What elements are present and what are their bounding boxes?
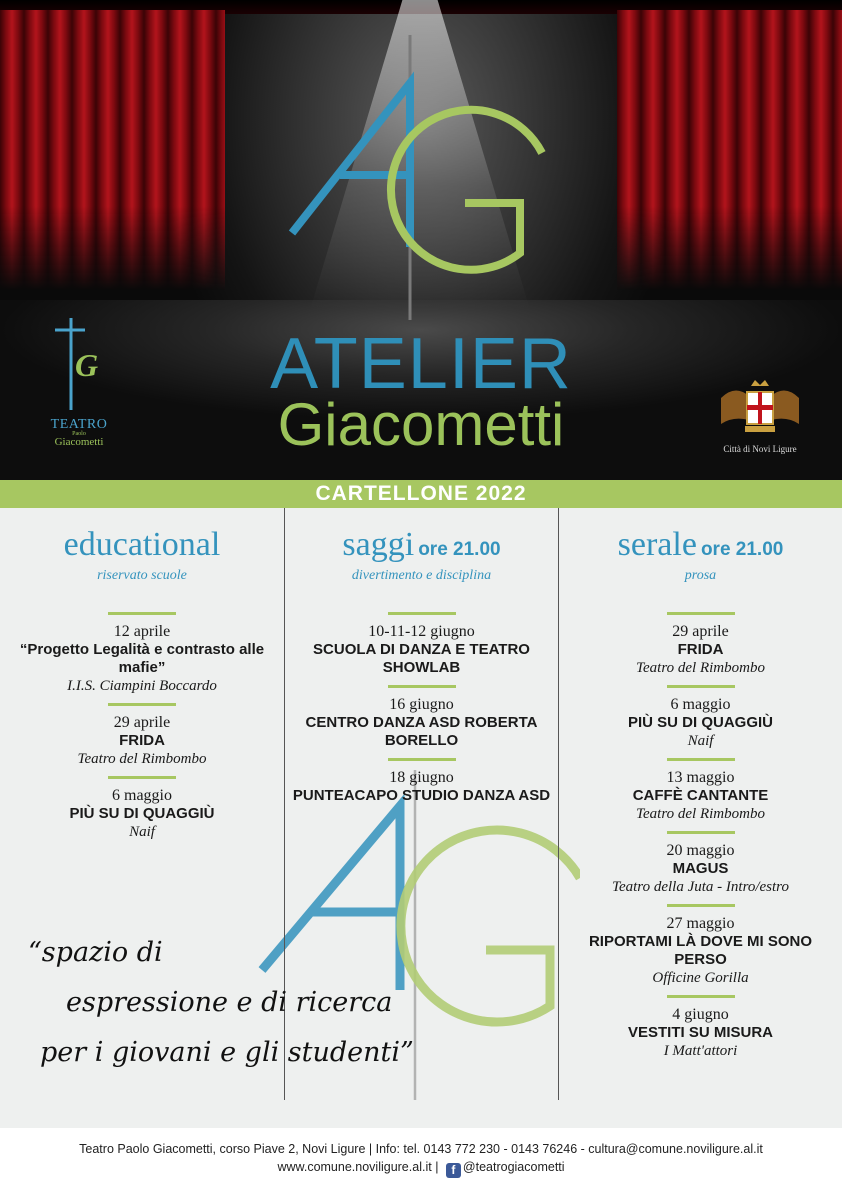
event-item: [559, 995, 842, 1060]
event-title: CAFFÈ CANTANTE: [632, 787, 769, 804]
event-date: 6 maggio: [670, 696, 731, 713]
saggi-header: [285, 526, 558, 584]
serale-time: ore 21.00: [700, 539, 784, 560]
event-company: Naif: [129, 824, 155, 840]
quote-line-2: espressione e di ricerca: [66, 987, 393, 1018]
saggi-time: ore 21.00: [418, 539, 501, 560]
event-title: VESTITI SU MISURA: [627, 1024, 773, 1041]
event-company: Teatro del Rimbombo: [636, 660, 765, 676]
event-date: 12 aprile: [113, 623, 171, 640]
event-divider: [667, 995, 735, 998]
serale-subtitle: prosa: [684, 568, 717, 583]
event-divider: [667, 904, 735, 907]
ag-logo-icon: [270, 35, 570, 320]
event-item: [0, 612, 284, 695]
serale-title: serale: [617, 526, 697, 563]
event-divider: [667, 758, 735, 761]
website-link[interactable]: www.comune.noviligure.al.it: [277, 1160, 432, 1174]
event-item: [559, 612, 842, 677]
event-divider: [108, 703, 176, 706]
event-company: Teatro del Rimbombo: [636, 806, 765, 822]
banner-text: CARTELLONE 2022: [315, 482, 527, 505]
atelier-title: ATELIER: [270, 324, 572, 404]
footer-links: [0, 1160, 842, 1178]
event-date: 18 giugno: [389, 769, 454, 786]
event-item: [285, 685, 558, 750]
event-title: MAGUS: [672, 860, 729, 877]
event-title: RIPORTAMI LÀ DOVE MI SONO PERSO: [588, 933, 813, 968]
saggi-title: saggi: [342, 526, 415, 563]
event-title: SCUOLA DI DANZA E TEATRO SHOWLAB: [313, 641, 530, 676]
educational-title: educational: [63, 526, 221, 563]
event-divider: [108, 776, 176, 779]
event-company: Teatro della Juta - Intro/estro: [612, 879, 789, 895]
event-date: 20 maggio: [666, 842, 735, 859]
saggi-subtitle: divertimento e disciplina: [351, 568, 492, 583]
event-title: PIÙ SU DI QUAGGIÙ: [627, 714, 773, 731]
event-item: [0, 703, 284, 768]
svg-text:G: G: [75, 347, 99, 383]
tg-giacometti-label: Giacometti: [54, 436, 104, 448]
event-item: [285, 758, 558, 805]
event-title: CENTRO DANZA ASD ROBERTA BORELLO: [305, 714, 538, 749]
event-title: “Progetto Legalità e contrasto alle mafie”: [19, 641, 265, 676]
right-curtain: [617, 10, 842, 290]
event-date: 29 aprile: [672, 623, 729, 640]
event-company: Naif: [687, 733, 714, 749]
footer-contact: Teatro Paolo Giacometti, corso Piave 2, Novi Ligure | Info: tel. 0143 772 230 - 0143 76246 - cultura@comune.noviligure.al.it: [79, 1142, 763, 1156]
crest-icon: [715, 380, 805, 436]
event-item: [559, 831, 842, 896]
event-item: [559, 685, 842, 750]
event-divider: [667, 612, 735, 615]
facebook-handle[interactable]: @teatrogiacometti: [462, 1160, 565, 1174]
event-date: 16 giugno: [389, 696, 454, 713]
event-date: 4 giugno: [672, 1006, 729, 1023]
event-title: PUNTEACAPO STUDIO DANZA ASD: [292, 787, 551, 804]
event-title: FRIDA: [677, 641, 724, 658]
event-date: 10-11-12 giugno: [368, 623, 475, 640]
event-item: [285, 612, 558, 677]
column-serale: [558, 508, 842, 1100]
hero-stage: [0, 0, 842, 480]
serale-header: [559, 526, 842, 584]
event-title: FRIDA: [119, 732, 165, 749]
event-title: PIÙ SU DI QUAGGIÙ: [69, 805, 215, 822]
event-company: Officine Gorilla: [652, 970, 749, 986]
event-divider: [667, 685, 735, 688]
cartellone-banner: [0, 480, 842, 508]
footer: [0, 1128, 842, 1191]
city-caption: Città di Novi Ligure: [723, 444, 797, 454]
event-date: 29 aprile: [113, 714, 171, 731]
footer-separator: |: [435, 1160, 439, 1174]
event-company: I.I.S. Ciampini Boccardo: [67, 678, 217, 694]
tg-monogram-icon: [49, 318, 109, 410]
event-divider: [388, 612, 456, 615]
event-item: [559, 904, 842, 987]
event-item: [559, 758, 842, 823]
event-company: Teatro del Rimbombo: [77, 751, 207, 767]
left-curtain: [0, 10, 225, 290]
quote-line-3: per i giovani e gli studenti”: [40, 1037, 414, 1068]
event-divider: [388, 685, 456, 688]
tg-paolo-label: Paolo: [72, 431, 86, 437]
tagline-quote: [28, 928, 448, 1078]
event-divider: [108, 612, 176, 615]
event-divider: [388, 758, 456, 761]
educational-subtitle: riservato scuole: [97, 568, 187, 583]
quote-line-1: “spazio di: [28, 937, 163, 968]
educational-header: [0, 526, 284, 584]
facebook-icon[interactable]: f: [446, 1163, 461, 1178]
city-crest-logo: [714, 380, 806, 454]
event-company: I Matt'attori: [663, 1043, 738, 1059]
event-date: 6 maggio: [112, 787, 172, 804]
event-date: 27 maggio: [666, 915, 735, 932]
giacometti-title: Giacometti: [277, 391, 565, 458]
event-item: [0, 776, 284, 841]
serale-events: [559, 612, 842, 1068]
tg-teatro-label: TEATRO: [50, 417, 108, 432]
educational-events: [0, 612, 284, 849]
event-divider: [667, 831, 735, 834]
saggi-events: [285, 612, 558, 813]
event-date: 13 maggio: [666, 769, 735, 786]
teatro-giacometti-logo: [40, 318, 118, 448]
